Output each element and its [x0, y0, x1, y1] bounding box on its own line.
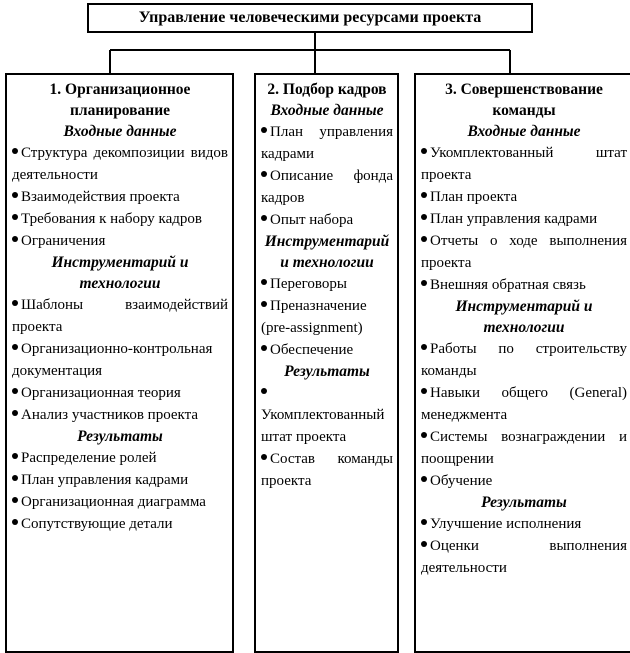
list-item: Укомплектованный штат проекта [421, 145, 627, 183]
section-heading-inputs: Входные данные [467, 123, 581, 140]
bullet-icon [421, 388, 427, 394]
bullet-icon [421, 236, 427, 242]
column-team-development [414, 73, 630, 653]
column-title: 1. Организационное планирование [49, 81, 191, 119]
list-item: Укомплектованный штат проекта [261, 382, 393, 448]
list-item: Опыт набора [261, 209, 393, 231]
bullet-icon [421, 148, 427, 154]
list-item: План управления кадрами [421, 208, 627, 230]
bullet-icon [421, 432, 427, 438]
bullet-icon [421, 344, 427, 350]
list-item: План управления кадрами [261, 124, 393, 162]
list-item: Анализ участников проекта [12, 404, 228, 426]
column-title: 3. Совершенствование команды [445, 81, 603, 119]
bullet-icon [261, 279, 267, 285]
bullet-icon [12, 519, 18, 525]
list-item: Внешняя обратная связь [421, 274, 627, 296]
list-item: Работы по строительству команды [421, 341, 627, 379]
column-title: 2. Подбор кадров [267, 81, 387, 98]
bullet-icon [12, 236, 18, 242]
list-item: Отчеты о ходе выполнения проекта [421, 233, 627, 271]
bullet-icon [12, 214, 18, 220]
list-item: Шаблоны взаимодействий проекта [12, 297, 228, 335]
list-item: План проекта [421, 186, 627, 208]
list-item: Требования к набору кадров [12, 208, 228, 230]
section-heading-tools: Инструментарий и технологии [455, 298, 593, 336]
bullet-icon [12, 300, 18, 306]
section-heading-results: Результаты [284, 363, 370, 380]
list-item: Организационно-контрольная документация [12, 341, 213, 379]
bullet-icon [12, 192, 18, 198]
section-heading-results: Результаты [77, 428, 163, 445]
bullet-icon [12, 410, 18, 416]
list-item: Улучшение исполнения [421, 513, 627, 535]
bullet-icon [12, 148, 18, 154]
list-item: Организационная диаграмма [12, 491, 228, 513]
bullet-icon [421, 541, 427, 547]
diagram-title: Управление человеческими ресурсами проекта [87, 3, 533, 33]
bullet-icon [12, 344, 18, 350]
bullet-icon [12, 453, 18, 459]
bullet-icon [261, 454, 267, 460]
list-item: Переговоры [261, 273, 393, 295]
section-heading-inputs: Входные данные [63, 123, 177, 140]
bullet-icon [261, 388, 267, 394]
list-item: Состав команды проекта [261, 451, 393, 489]
section-heading-inputs: Входные данные [270, 102, 384, 119]
bullet-icon [261, 127, 267, 133]
list-item: Оценки выполнения деятельности [421, 538, 627, 576]
list-item: Взаимодействия проекта [12, 186, 228, 208]
bullet-icon [261, 301, 267, 307]
column-organizational-planning [5, 73, 234, 653]
bullet-icon [12, 388, 18, 394]
bullet-icon [261, 215, 267, 221]
section-heading-tools: Инструментарий и технологии [264, 233, 390, 271]
bullet-icon [12, 475, 18, 481]
list-item: Навыки общего (General) менеджмента [421, 385, 627, 423]
bullet-icon [421, 476, 427, 482]
bullet-icon [261, 171, 267, 177]
list-item: Преназначение (pre-assignment) [261, 298, 367, 336]
list-item: Организационная теория [12, 382, 228, 404]
list-item: Ограничения [12, 230, 228, 252]
bullet-icon [261, 345, 267, 351]
bullet-icon [421, 280, 427, 286]
bullet-icon [12, 497, 18, 503]
bullet-icon [421, 519, 427, 525]
list-item: Обучение [421, 470, 627, 492]
list-item: План управления кадрами [12, 469, 228, 491]
list-item: Описание фонда кадров [261, 168, 393, 206]
section-heading-results: Результаты [481, 494, 567, 511]
bullet-icon [421, 192, 427, 198]
list-item: Системы вознаграждении и поощрении [421, 429, 627, 467]
column-staff-acquisition [254, 73, 399, 653]
list-item: Распределение ролей [12, 447, 228, 469]
list-item: Обеспечение [261, 339, 393, 361]
bullet-icon [421, 214, 427, 220]
list-item: Сопутствующие детали [12, 513, 228, 535]
list-item: Структура декомпозиции видов деятельности [12, 145, 228, 183]
section-heading-tools: Инструментарий и технологии [51, 254, 189, 292]
